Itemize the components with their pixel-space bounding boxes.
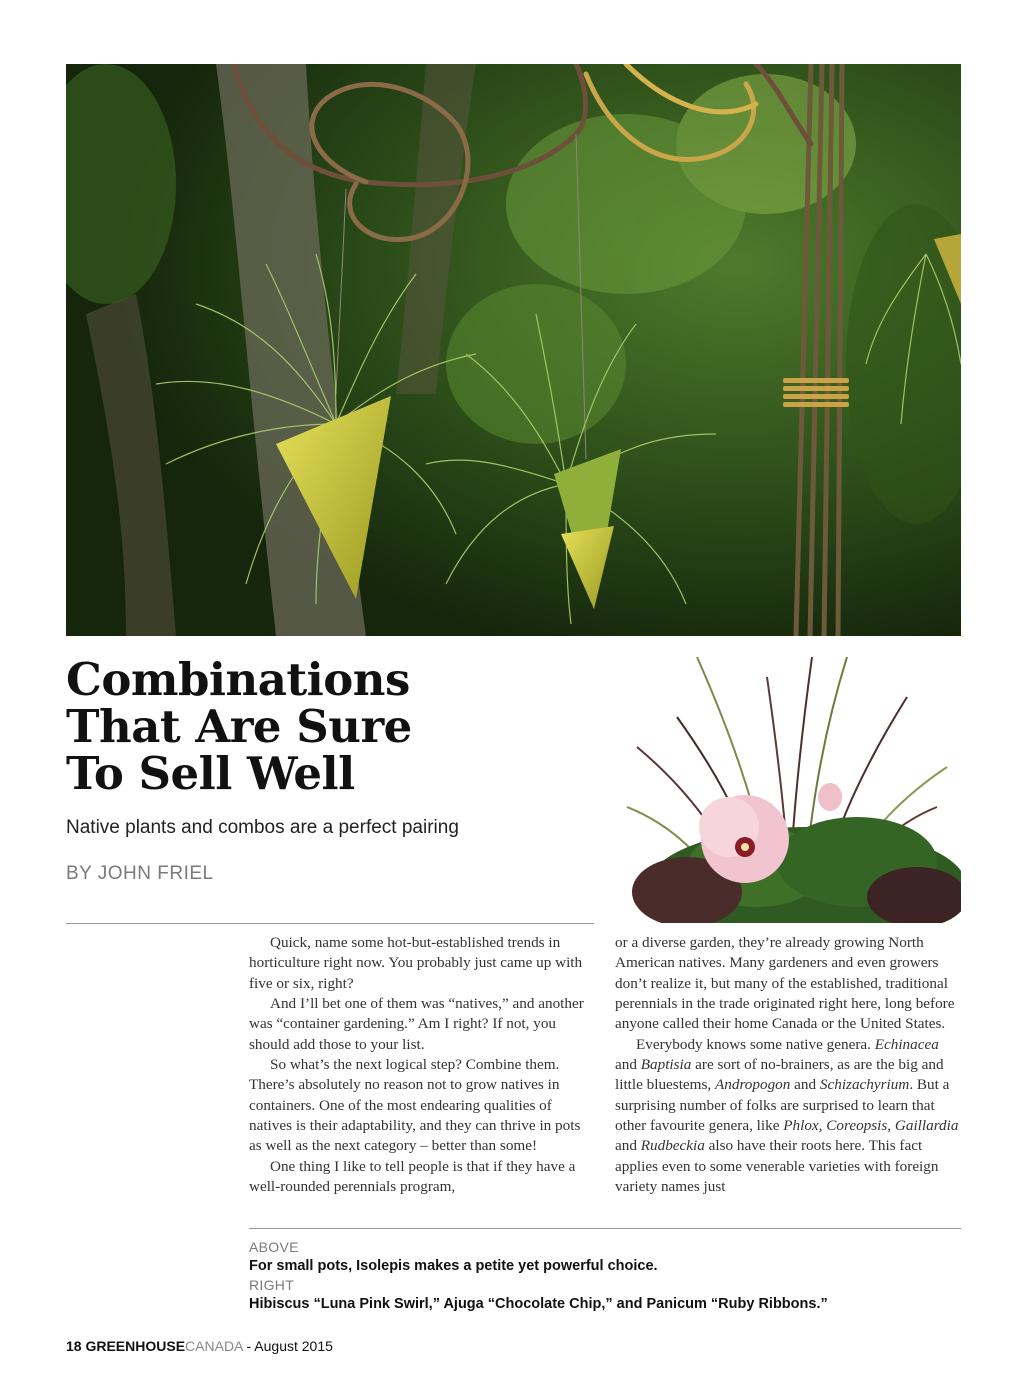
issue-date: - August 2015	[242, 1338, 333, 1354]
caption-text-right: Hibiscus “Luna Pink Swirl,” Ajuga “Chocolate Chip,” and Panicum “Ruby Ribbons.”	[249, 1296, 828, 1312]
genus-name: Phlox, Coreopsis, Gaillardia	[783, 1117, 959, 1135]
magazine-name: GREENHOUSE	[85, 1338, 186, 1354]
text-run: and	[615, 1137, 641, 1155]
body-paragraph: or a diverse garden, they’re already growing North American natives. Many gardeners and even growers don’t realize it, but many of the established, traditional perennials in the trade originated right here, long before anyone called their home Canada or the United States.	[615, 934, 955, 1033]
hero-photo	[66, 64, 961, 636]
body-paragraph: And I’ll bet one of them was “natives,” and another was “container gardening.” Am I right? If not, you should add those to your list.	[249, 995, 584, 1053]
photo-captions	[249, 1238, 961, 1314]
magazine-region: CANADA	[185, 1338, 243, 1354]
page-number: 18	[66, 1338, 82, 1354]
genus-name: Schizachyrium	[819, 1076, 910, 1094]
body-paragraph	[615, 1035, 960, 1198]
page-footer	[66, 1338, 333, 1354]
caption-divider	[249, 1228, 961, 1229]
body-column-2	[615, 933, 960, 1197]
section-divider	[66, 923, 594, 924]
genus-name: Baptisia	[640, 1056, 692, 1074]
headline-line-2: That Are Sure	[66, 700, 412, 753]
body-paragraph: Quick, name some hot-but-established trends in horticulture right now. You probably just came up with five or six, right?	[249, 934, 583, 992]
inset-photo	[617, 657, 961, 923]
headline-line-3: To Sell Well	[66, 747, 355, 800]
text-run: Everybody knows some native genera.	[636, 1035, 875, 1053]
caption-label-above: ABOVE	[249, 1239, 299, 1255]
text-run: and	[615, 1056, 641, 1074]
genus-name: Echinacea	[874, 1035, 939, 1053]
caption-label-right: RIGHT	[249, 1277, 295, 1293]
text-run: . But a surprising number of folks are surprised to learn that other favourite genera, like	[615, 1076, 950, 1135]
body-paragraph: So what’s the next logical step? Combine them. There’s absolutely no reason not to grow natives in containers. One of the most endearing qualities of natives is their adaptability, and they can thrive in pots as well as the next category – better than some!	[249, 1056, 581, 1155]
headline-line-1: Combinations	[66, 653, 410, 706]
text-run: are sort of no-brainers, as are the big and little bluestems,	[615, 1056, 944, 1094]
article-headline	[66, 653, 586, 800]
genus-name: Rudbeckia	[640, 1137, 705, 1155]
body-column-1	[249, 933, 594, 1197]
article-subtitle: Native plants and combos are a perfect pairing	[66, 817, 459, 838]
genus-name: Andropogon	[714, 1076, 791, 1094]
byline: BY JOHN FRIEL	[66, 863, 214, 884]
text-run: also have their roots here. This fact applies even to some venerable varieties with foreign variety names just	[615, 1137, 939, 1196]
body-paragraph: One thing I like to tell people is that if they have a well-rounded perennials program,	[249, 1157, 576, 1196]
text-run: and	[790, 1076, 820, 1094]
caption-text-above: For small pots, Isolepis makes a petite yet powerful choice.	[249, 1258, 658, 1274]
